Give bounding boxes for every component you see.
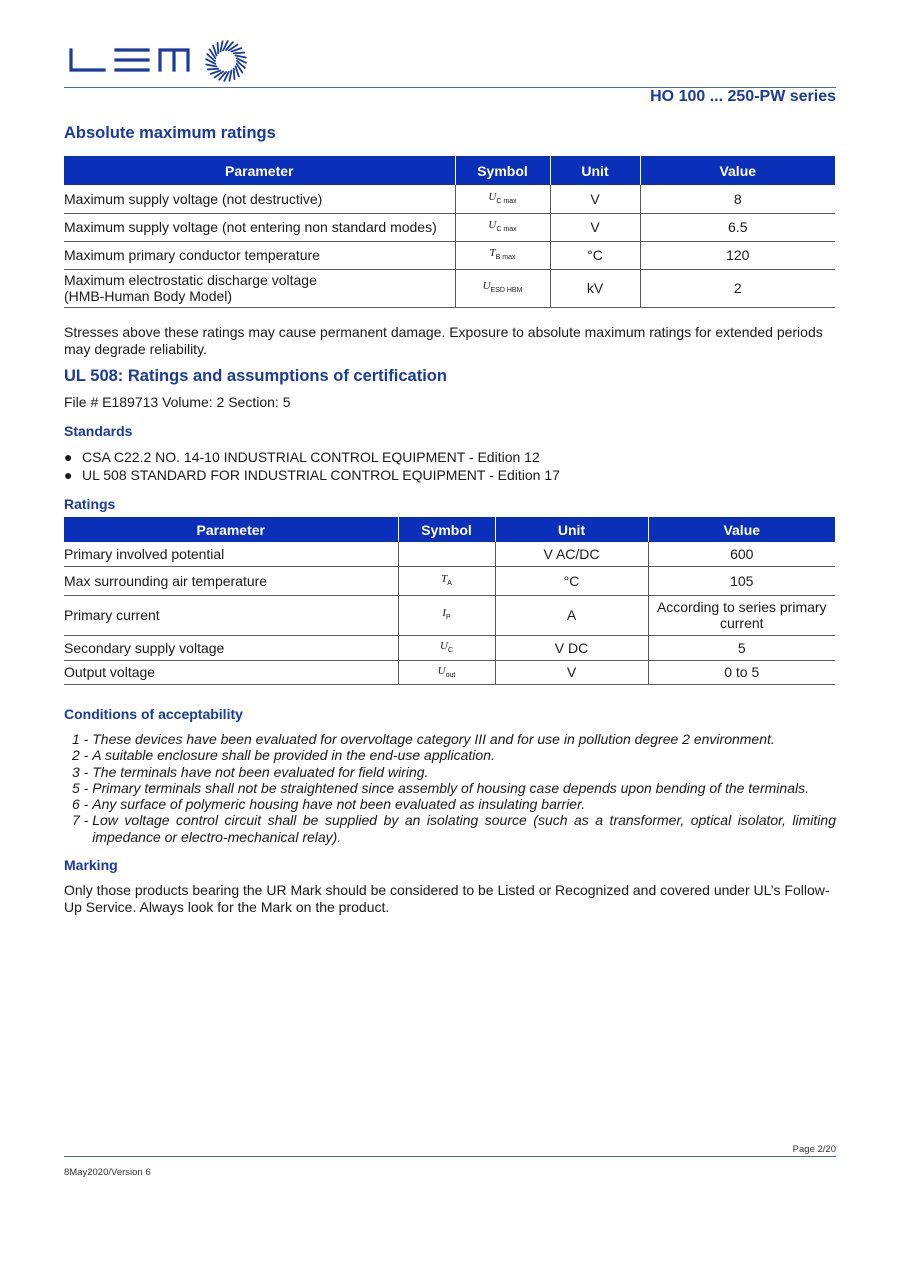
unit-cell: A [495, 595, 648, 635]
bullet-icon: ● [64, 449, 73, 465]
symbol: $U_{out}$ [437, 664, 456, 679]
col-header-parameter: Parameter [64, 517, 398, 542]
col-header-unit: Unit [495, 517, 648, 542]
section-title-ul508: UL 508: Ratings and assumptions of certification [64, 367, 447, 385]
unit-cell: kV [550, 269, 640, 307]
table-row [64, 635, 835, 660]
series-title: HO 100 ... 250-PW series [650, 88, 836, 105]
symbol: $U_{C max}$ [488, 191, 517, 206]
symbol-cell [398, 660, 495, 684]
logo-burst-ray [234, 69, 235, 79]
bullet-icon: ● [64, 467, 73, 483]
value-cell: 120 [640, 241, 835, 269]
param-cell: Maximum supply voltage (not entering non standard modes) [64, 213, 455, 241]
unit-cell: °C [550, 241, 640, 269]
symbol-cell [455, 185, 550, 213]
value-cell: 5 [648, 635, 835, 660]
value-cell: According to series primary current [648, 595, 835, 635]
symbol: $I_P$ [442, 607, 451, 622]
lem-logo-graphic [68, 38, 250, 84]
logo-burst-ray [236, 56, 246, 58]
unit-cell: V [550, 185, 640, 213]
symbol-cell [398, 542, 495, 566]
symbol-cell [398, 566, 495, 595]
conditions-list [72, 731, 836, 845]
value-cell: 0 to 5 [648, 660, 835, 684]
unit-cell: °C [495, 566, 648, 595]
symbol-cell [455, 241, 550, 269]
symbol: $T_{B max}$ [489, 247, 516, 262]
logo-burst-ray [208, 69, 218, 70]
table-row [64, 595, 835, 635]
param-cell: Primary current [64, 595, 398, 635]
logo-burst-ray [206, 64, 216, 66]
list-item: ● CSA C22.2 NO. 14-10 INDUSTRIAL CONTROL EQUIPMENT - Edition 12 [64, 449, 540, 465]
standards-list [64, 448, 560, 484]
param-cell: Output voltage [64, 660, 398, 684]
symbol: $U_C$ [439, 639, 453, 655]
symbol-cell [455, 269, 550, 307]
table-row [64, 542, 835, 566]
marking-text: Only those products bearing the UR Mark should be considered to be Listed or Recognized and covered under UL’s Follow-Up Service. Always look for the Mark on the product. [64, 882, 830, 915]
list-item: 2 - A suitable enclosure shall be provided in the end-use application. [72, 747, 495, 764]
conditions-heading: Conditions of acceptability [64, 706, 243, 722]
logo-burst-ray [229, 71, 231, 81]
col-header-value: Value [648, 517, 835, 542]
symbol-cell [398, 635, 495, 660]
list-item: 7 - Low voltage control circuit shall be supplied by an isolating source (such as a transformer, optical isolator, limiting impedance or electro-mechanical relay). [72, 812, 836, 845]
table-row [64, 241, 835, 269]
logo-burst-ray [234, 53, 244, 54]
value-cell: 2 [640, 269, 835, 307]
unit-cell: V AC/DC [495, 542, 648, 566]
table-row [64, 566, 835, 595]
col-header-symbol: Symbol [398, 517, 495, 542]
marking-heading: Marking [64, 857, 118, 873]
unit-cell: V [495, 660, 648, 684]
ratings-heading: Ratings [64, 496, 116, 512]
value-cell: 8 [640, 185, 835, 213]
list-item: 3 - The terminals have not been evaluated for field wiring. [72, 763, 429, 780]
table-row [64, 213, 835, 241]
symbol: $U_{C max}$ [488, 219, 517, 234]
list-item: 1 - These devices have been evaluated for overvoltage category III and for use in pollution degree 2 environment. [72, 731, 775, 747]
list-item: 6 - Any surface of polymeric housing have not been evaluated as insulating barrier. [72, 796, 586, 813]
abs-max-note: Stresses above these ratings may cause permanent damage. Exposure to absolute maximum ratings for extended periods may degrade reliability. [64, 324, 823, 357]
table-header-row [64, 517, 835, 542]
standards-heading: Standards [64, 423, 133, 439]
file-info: File # E189713 Volume: 2 Section: 5 [64, 394, 291, 410]
unit-cell: V [550, 213, 640, 241]
table-row [64, 185, 835, 213]
page-number: Page 2/20 [792, 1144, 836, 1155]
list-item: 5 - Primary terminals shall not be straightened since assembly of housing case depends upon bending of the terminals. [72, 779, 809, 796]
table-row [64, 660, 835, 684]
symbol: $T_A$ [441, 572, 452, 588]
list-item: ● UL 508 STANDARD FOR INDUSTRIAL CONTROL EQUIPMENT - Edition 17 [64, 467, 560, 483]
col-header-parameter: Parameter [64, 156, 455, 185]
value-cell: 600 [648, 542, 835, 566]
param-cell: Maximum supply voltage (not destructive) [64, 185, 455, 213]
value-cell: 105 [648, 566, 835, 595]
param-cell: Max surrounding air temperature [64, 566, 398, 595]
col-header-value: Value [640, 156, 835, 185]
table-row [64, 269, 835, 307]
table-header-row [64, 156, 835, 185]
symbol-cell [455, 213, 550, 241]
col-header-unit: Unit [550, 156, 640, 185]
symbol: $U_{ESD HBM}$ [482, 280, 523, 295]
param-cell: Maximum primary conductor temperature [64, 241, 455, 269]
logo-burst-ray [218, 43, 219, 53]
footer-rule [64, 1156, 836, 1157]
param-cell: Primary involved potential [64, 542, 398, 566]
version-label: 8May2020/Version 6 [64, 1167, 151, 1178]
section-title-abs-max: Absolute maximum ratings [64, 124, 276, 142]
param-cell: Secondary supply voltage [64, 635, 398, 660]
logo-burst-ray [221, 41, 223, 51]
param-cell: Maximum electrostatic discharge voltage (HMB-Human Body Model) [64, 269, 455, 307]
col-header-symbol: Symbol [455, 156, 550, 185]
symbol-cell [398, 595, 495, 635]
lem-logo [68, 38, 250, 84]
value-cell: 6.5 [640, 213, 835, 241]
ratings-table [64, 517, 835, 685]
unit-cell: V DC [495, 635, 648, 660]
abs-max-table [64, 156, 835, 308]
